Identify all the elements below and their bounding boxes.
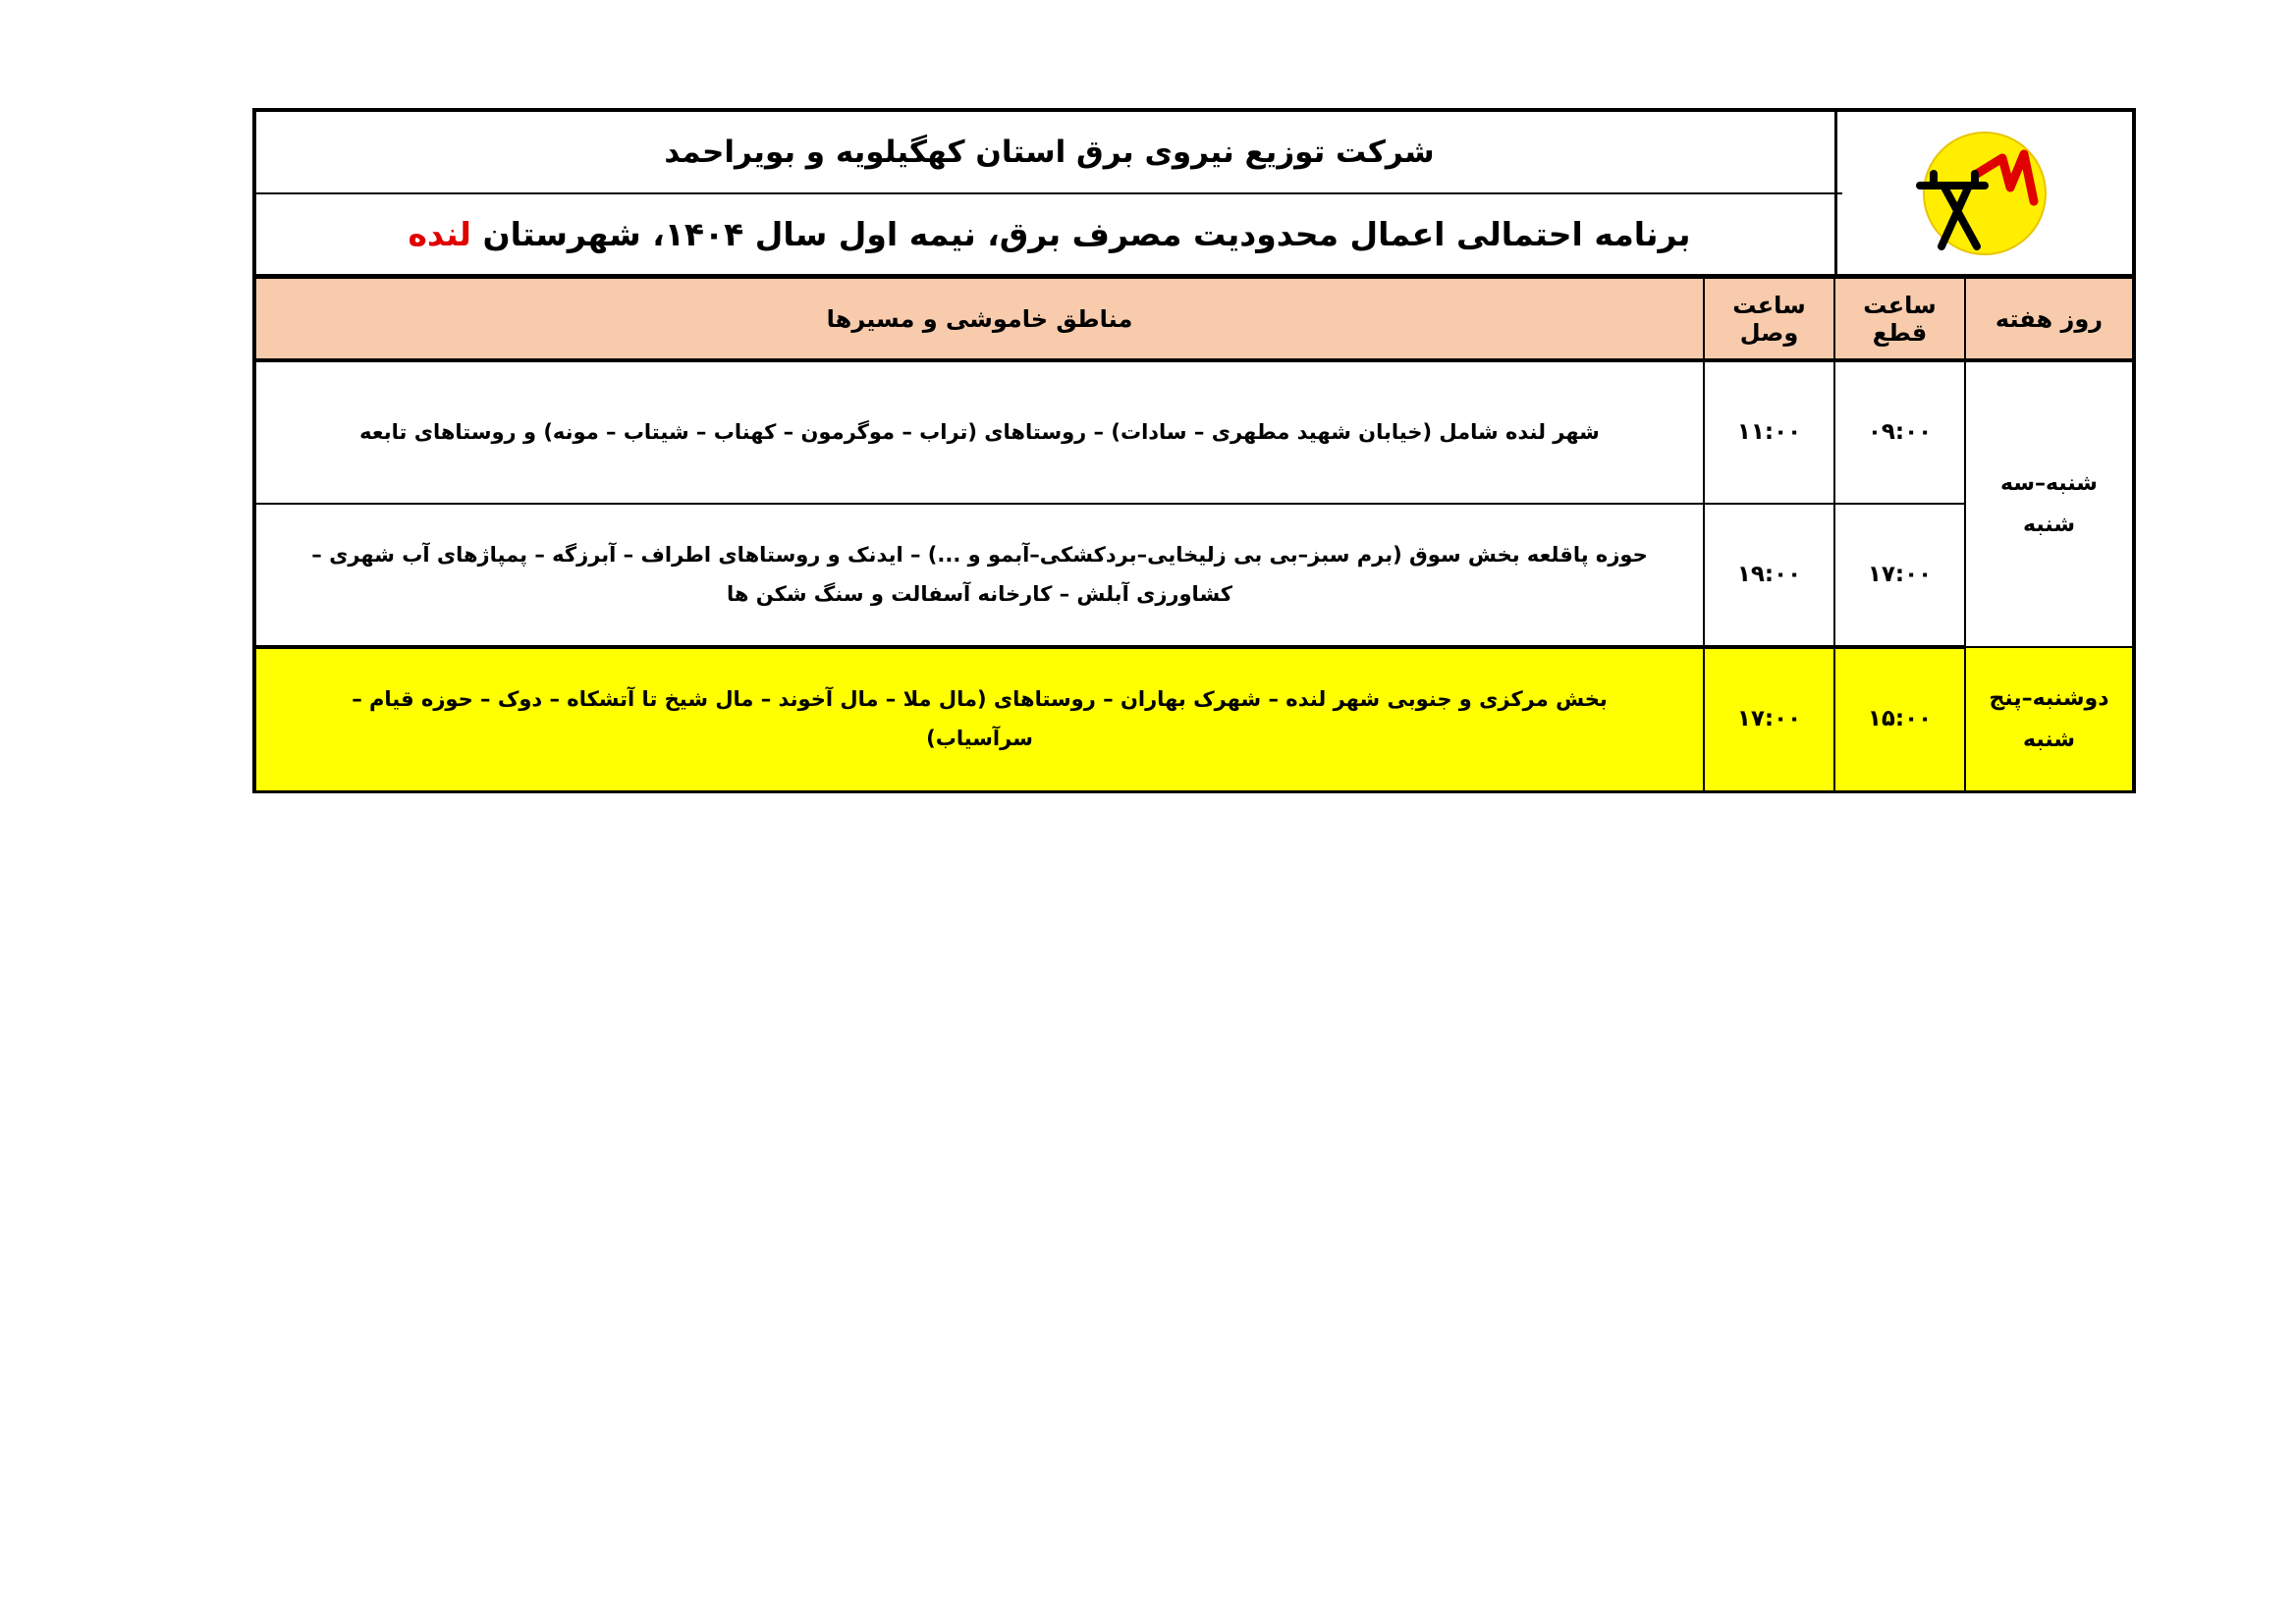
areas-cell: شهر لنده شامل (خیابان شهید مطهری – سادات) – روستاهای (تراب – موگرمون – کهناب – شیتاب – مونه) و روستاهای تابعه [256, 360, 1704, 504]
table-row [256, 504, 2132, 647]
day-cell: دوشنبه–پنج شنبه [1965, 647, 2132, 790]
program-title [256, 194, 1842, 274]
company-name: شرکت توزیع نیروی برق استان کهگیلویه و بویراحمد [664, 135, 1435, 170]
areas-cell: بخش مرکزی و جنوبی شهر لنده – شهرک بهاران – روستاهای (مال ملا – مال آخوند – مال شیخ تا آتشکاه – دوک – حوزه قیام – سرآسیاب) [256, 647, 1704, 790]
power-company-logo-icon [1886, 115, 2083, 272]
areas-cell: حوزه پاقلعه بخش سوق (برم سبز–بی بی زلیخایی–بردکشکی–آبمو و ...) – ایدنک و روستاهای اطراف – آبرزگه – پمپاژهای آب شهری – کشاورزی آبلش – کارخانه آسفالت و سنگ شکن ها [256, 504, 1704, 647]
table-row [256, 360, 2132, 504]
connect-time-cell: ۱۹:۰۰ [1704, 504, 1834, 647]
table-row-highlighted [256, 647, 2132, 790]
connect-time-cell: ۱۷:۰۰ [1704, 647, 1834, 790]
column-header-connect-time: ساعت وصل [1704, 278, 1834, 360]
connect-time-cell: ۱۱:۰۰ [1704, 360, 1834, 504]
column-header-day: روز هفته [1965, 278, 2132, 360]
column-header-cut-time: ساعت قطع [1834, 278, 1965, 360]
city-name: لنده [408, 215, 471, 253]
table-header-row [256, 278, 2132, 360]
cut-time-cell: ۱۷:۰۰ [1834, 504, 1965, 647]
outage-schedule-table [256, 277, 2132, 790]
cut-time-cell: ۰۹:۰۰ [1834, 360, 1965, 504]
program-prefix: برنامه احتمالی اعمال محدودیت مصرف برق، نیمه اول سال ۱۴۰۴، شهرستان [482, 215, 1691, 253]
document-header [256, 112, 2132, 277]
column-header-areas: مناطق خاموشی و مسیرها [256, 278, 1704, 360]
cut-time-cell: ۱۵:۰۰ [1834, 647, 1965, 790]
day-cell: شنبه–سه شنبه [1965, 360, 2132, 647]
schedule-sheet [252, 108, 2136, 793]
company-title [256, 112, 1842, 194]
logo-cell [1834, 112, 2132, 274]
